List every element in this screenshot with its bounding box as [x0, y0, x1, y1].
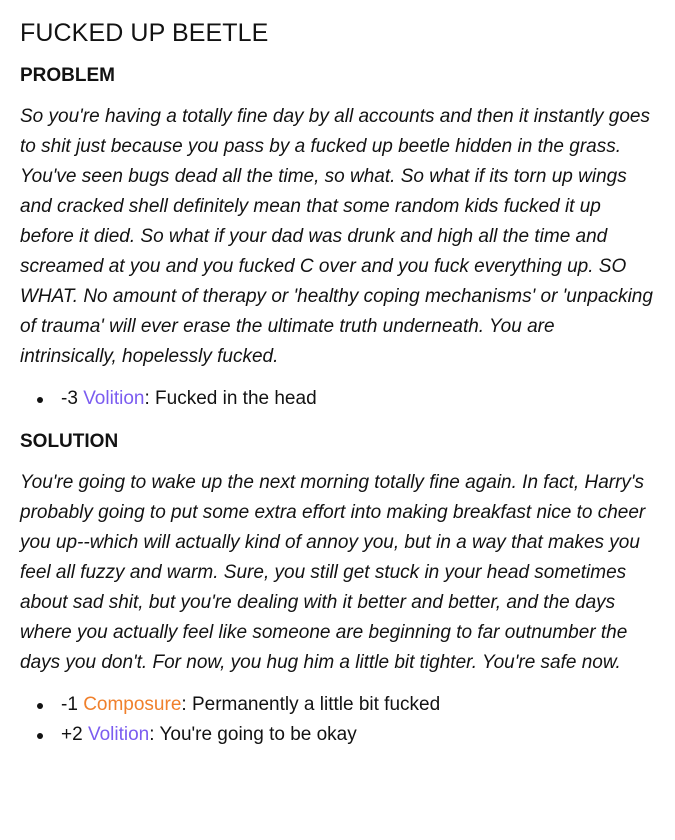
effect-item [20, 690, 655, 720]
solution-section [20, 430, 655, 750]
effect-amount: -3 [61, 388, 78, 409]
solution-heading: SOLUTION [20, 431, 119, 452]
effect-item [20, 720, 655, 750]
solution-text: You're going to wake up the next morning totally fine again. In fact, Harry's probably going to put some extra effort into making breakfast nice to cheer you up--which will actually kind of annoy you, but in a way that makes you feel all fuzzy and warm. Sure, you still get stuck in your head sometimes about sad shit, but you're dealing with it better and better, and the days where you actually feel like someone are beginning to far outnumber the days you don't. For now, you hug him a little bit tighter. You're safe now. [20, 472, 646, 673]
problem-heading: PROBLEM [20, 65, 115, 86]
effect-description: : Permanently a little bit fucked [181, 694, 441, 715]
effect-amount: +2 [61, 724, 83, 745]
post-title: FUCKED UP BEETLE [20, 19, 269, 47]
problem-text: So you're having a totally fine day by all accounts and then it instantly goes to shit just because you pass by a fucked up beetle hidden in the grass. You've seen bugs dead all the time, so what. So what if its torn up wings and cracked shell definitely mean that some random kids fucked it up before it died. So what if your dad was drunk and high all the time and screamed at you and you fucked C over and you fuck everything up. SO WHAT. No amount of therapy or 'healthy coping mechanisms' or 'unpacking of trauma' will ever erase the ultimate truth underneath. You are intrinsically, hopelessly fucked. [20, 106, 653, 367]
bullet-icon [37, 733, 43, 739]
skill-link-composure[interactable]: Composure [83, 694, 182, 715]
skill-link-volition[interactable]: Volition [83, 388, 145, 409]
bullet-icon [37, 397, 43, 403]
problem-section [20, 64, 655, 414]
effect-amount: -1 [61, 694, 78, 715]
effect-description: : You're going to be okay [149, 724, 357, 745]
skill-link-volition[interactable]: Volition [87, 724, 150, 745]
bullet-icon [37, 703, 43, 709]
solution-effects-list [20, 690, 655, 750]
problem-effects-list [20, 384, 655, 414]
effect-item [20, 384, 655, 414]
effect-description: : Fucked in the head [144, 388, 317, 409]
